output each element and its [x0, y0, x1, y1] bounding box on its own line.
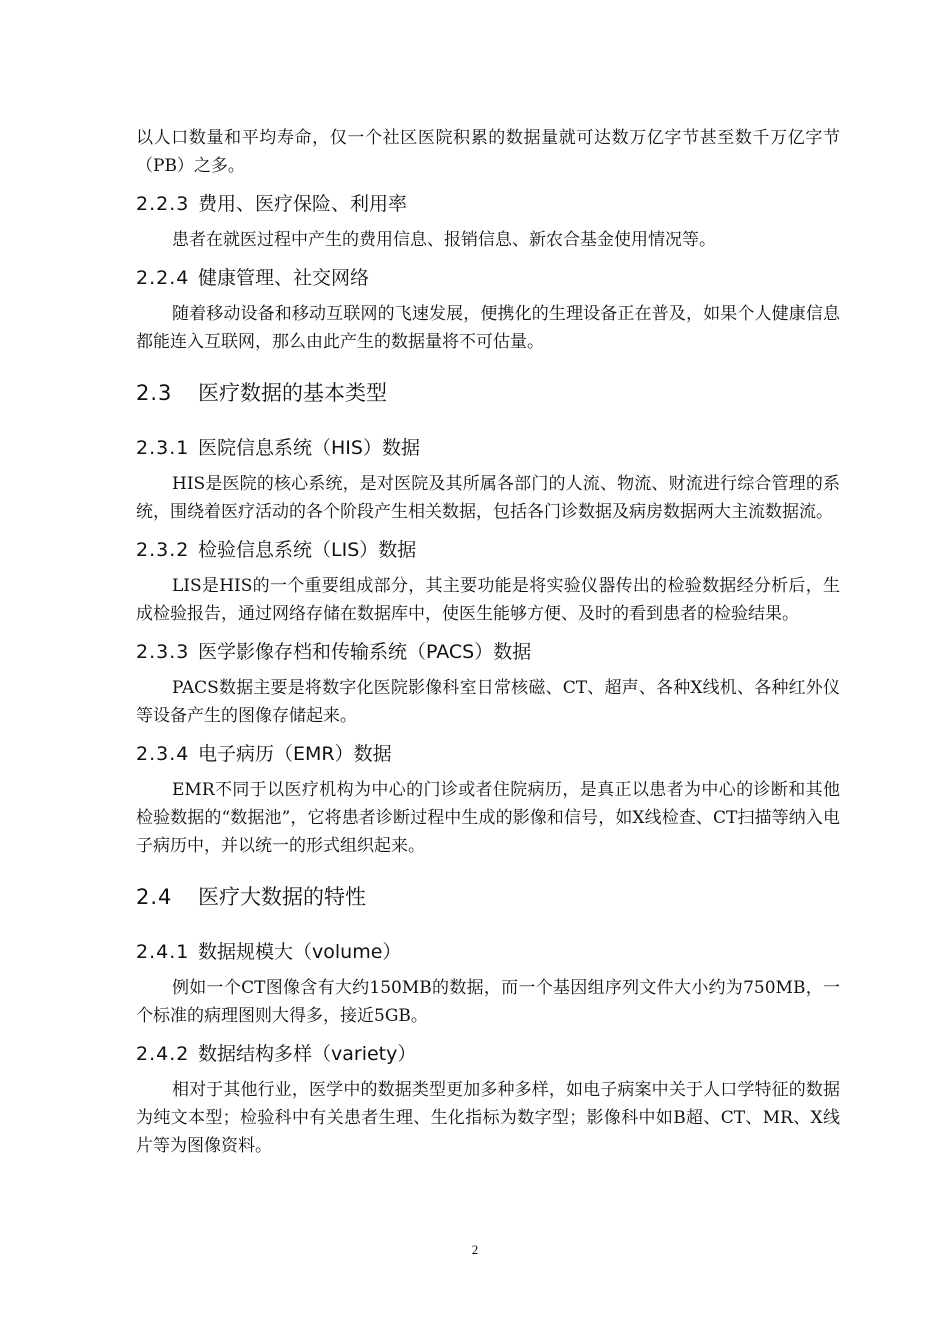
heading-title: 健康管理、社交网络	[198, 267, 370, 289]
intro-paragraph: 以人口数量和平均寿命，仅一个社区医院积累的数据量就可达数万亿字节甚至数千万亿字节（PB）之多。	[136, 128, 840, 176]
heading-2-3-2	[136, 536, 840, 564]
heading-title: 医疗大数据的特性	[198, 885, 366, 909]
paragraph-2-3-3: PACS数据主要是将数字化医院影像科室日常核磁、CT、超声、各种X线机、各种红外仪等设备产生的图像存储起来。	[136, 678, 840, 726]
heading-2-3-4	[136, 740, 840, 768]
heading-number: 2.3.3	[136, 641, 190, 663]
heading-number: 2.2.3	[136, 193, 190, 215]
heading-number: 2.4.2	[136, 1043, 190, 1065]
heading-number: 2.3	[136, 381, 173, 405]
paragraph-2-4-2: 相对于其他行业，医学中的数据类型更加多种多样，如电子病案中关于人口学特征的数据为纯文本型；检验科中有关患者生理、生化指标为数字型；影像科中如B超、CT、MR、X线片等为图像资料。	[136, 1080, 840, 1156]
heading-title: 数据结构多样（variety）	[198, 1043, 417, 1065]
paragraph-2-4-1: 例如一个CT图像含有大约150MB的数据，而一个基因组序列文件大小约为750MB，一个标准的病理图则大得多，接近5GB。	[136, 978, 840, 1026]
paragraph-2-2-4: 随着移动设备和移动互联网的飞速发展，便携化的生理设备正在普及，如果个人健康信息都能连入互联网，那么由此产生的数据量将不可估量。	[136, 304, 840, 352]
heading-number: 2.3.2	[136, 539, 190, 561]
paragraph-2-3-4: EMR不同于以医疗机构为中心的门诊或者住院病历，是真正以患者为中心的诊断和其他检验数据的“数据池”，它将患者诊断过程中生成的影像和信号，如X线检查、CT扫描等纳入电子病历中，并以统一的形式组织起来。	[136, 780, 840, 856]
heading-2-3-1	[136, 434, 840, 462]
heading-2-4-2	[136, 1040, 840, 1068]
heading-2-3	[136, 378, 840, 408]
heading-title: 数据规模大（volume）	[198, 941, 402, 963]
heading-number: 2.3.4	[136, 743, 190, 765]
heading-2-4	[136, 882, 840, 912]
heading-title: 检验信息系统（LIS）数据	[198, 539, 417, 561]
heading-title: 医学影像存档和传输系统（PACS）数据	[198, 641, 532, 663]
heading-title: 医院信息系统（HIS）数据	[198, 437, 420, 459]
heading-title: 费用、医疗保险、利用率	[198, 193, 408, 215]
paragraph-2-3-2: LIS是HIS的一个重要组成部分，其主要功能是将实验仪器传出的检验数据经分析后，生成检验报告，通过网络存储在数据库中，使医生能够方便、及时的看到患者的检验结果。	[136, 576, 840, 624]
heading-2-4-1	[136, 938, 840, 966]
heading-2-2-4	[136, 264, 840, 292]
heading-2-2-3	[136, 190, 840, 218]
page-number: 2	[471, 1242, 479, 1257]
page-content	[136, 124, 840, 1160]
heading-number: 2.2.4	[136, 267, 190, 289]
heading-title: 电子病历（EMR）数据	[198, 743, 392, 765]
heading-number: 2.3.1	[136, 437, 190, 459]
heading-number: 2.4.1	[136, 941, 190, 963]
heading-2-3-3	[136, 638, 840, 666]
paragraph-2-2-3: 患者在就医过程中产生的费用信息、报销信息、新农合基金使用情况等。	[172, 230, 716, 250]
heading-title: 医疗数据的基本类型	[198, 381, 387, 405]
paragraph-2-3-1: HIS是医院的核心系统，是对医院及其所属各部门的人流、物流、财流进行综合管理的系统，围绕着医疗活动的各个阶段产生相关数据，包括各门诊数据及病房数据两大主流数据流。	[136, 474, 840, 522]
heading-number: 2.4	[136, 885, 173, 909]
